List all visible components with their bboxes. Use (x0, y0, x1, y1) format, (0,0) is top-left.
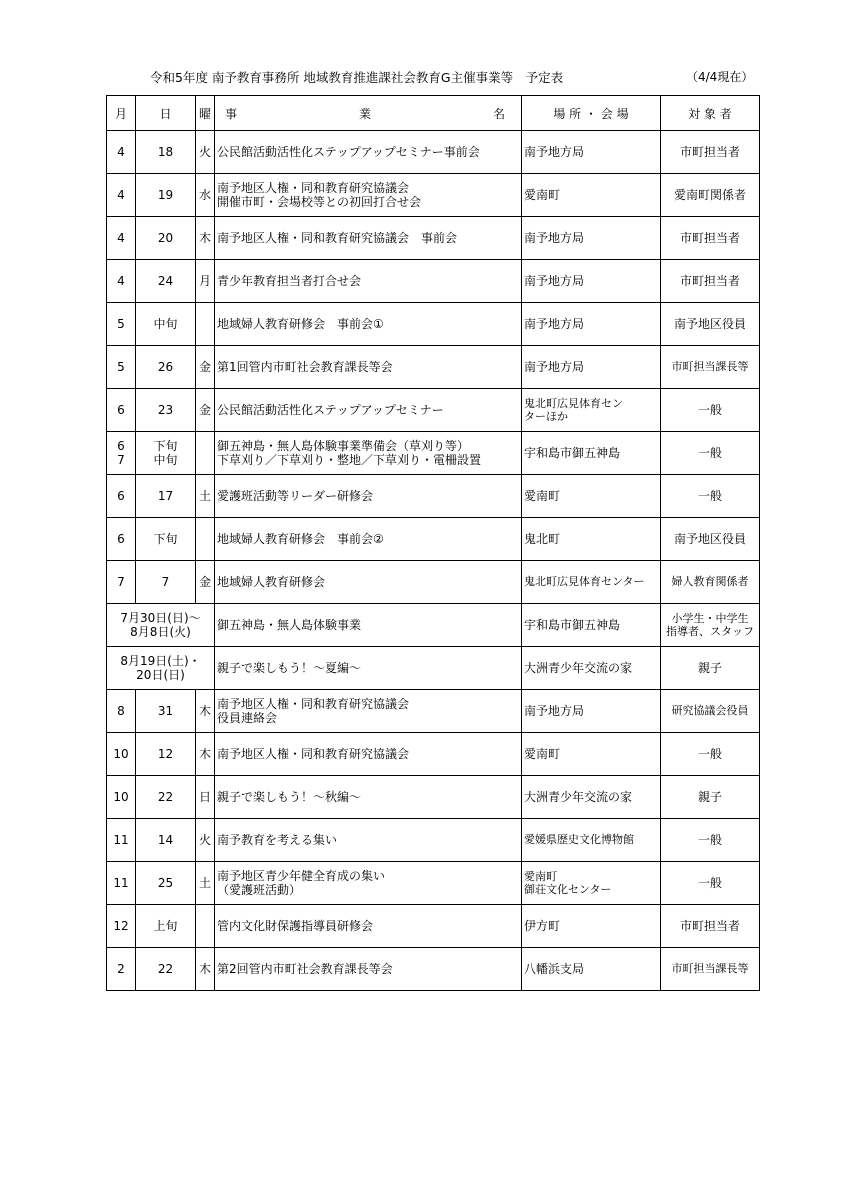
cell-day: 18 (136, 131, 196, 174)
cell-event: 第2回管内市町社会教育課長等会 (215, 948, 522, 991)
cell-event: 親子で楽しもう！～夏編～ (215, 647, 522, 690)
cell-event: 地域婦人教育研修会 事前会② (215, 518, 522, 561)
cell-place: 鬼北町広見体育セン ターほか (522, 389, 661, 432)
cell-month: 11 (107, 862, 136, 905)
cell-month: 6 (107, 389, 136, 432)
cell-weekday: 木 (196, 217, 215, 260)
cell-month: 8 (107, 690, 136, 733)
cell-month: 5 (107, 346, 136, 389)
cell-day: 17 (136, 475, 196, 518)
cell-weekday: 土 (196, 862, 215, 905)
cell-target: 一般 (661, 733, 760, 776)
cell-target: 一般 (661, 432, 760, 475)
cell-day: 19 (136, 174, 196, 217)
cell-weekday (196, 905, 215, 948)
cell-target: 市町担当者 (661, 260, 760, 303)
cell-month: 4 (107, 174, 136, 217)
cell-event: 青少年教育担当者打合せ会 (215, 260, 522, 303)
cell-target: 一般 (661, 389, 760, 432)
cell-weekday (196, 303, 215, 346)
cell-day: 下旬 (136, 518, 196, 561)
cell-place: 大洲青少年交流の家 (522, 647, 661, 690)
cell-month: 12 (107, 905, 136, 948)
cell-weekday: 金 (196, 561, 215, 604)
cell-day: 23 (136, 389, 196, 432)
cell-weekday: 月 (196, 260, 215, 303)
cell-weekday: 水 (196, 174, 215, 217)
cell-weekday: 木 (196, 733, 215, 776)
cell-date-range: 8月19日(土)・ 20日(日) (107, 647, 215, 690)
header-event (215, 96, 522, 131)
cell-place: 南予地方局 (522, 690, 661, 733)
cell-target: 研究協議会役員 (661, 690, 760, 733)
as-of-date: （4/4現在） (686, 70, 754, 84)
cell-day: 22 (136, 948, 196, 991)
cell-date-range: 7月30日(日)～ 8月8日(火) (107, 604, 215, 647)
cell-place: 愛媛県歴史文化博物館 (522, 819, 661, 862)
header-weekday: 曜 (196, 96, 215, 131)
cell-event: 南予地区人権・同和教育研究協議会 (215, 733, 522, 776)
header-month: 月 (107, 96, 136, 131)
cell-place: 鬼北町 (522, 518, 661, 561)
cell-weekday: 土 (196, 475, 215, 518)
cell-day: 上旬 (136, 905, 196, 948)
cell-day: 14 (136, 819, 196, 862)
table-row (107, 217, 760, 260)
cell-day: 25 (136, 862, 196, 905)
table-row (107, 905, 760, 948)
cell-weekday: 木 (196, 690, 215, 733)
cell-event: 公民館活動活性化ステップアップセミナー事前会 (215, 131, 522, 174)
cell-event: 御五神島・無人島体験事業準備会（草刈り等） 下草刈り／下草刈り・整地／下草刈り・電柵設置 (215, 432, 522, 475)
header-target: 対 象 者 (661, 96, 760, 131)
cell-target: 一般 (661, 475, 760, 518)
cell-event: 公民館活動活性化ステップアップセミナー (215, 389, 522, 432)
table-row (107, 604, 760, 647)
cell-weekday: 火 (196, 131, 215, 174)
cell-event: 地域婦人教育研修会 (215, 561, 522, 604)
cell-target: 市町担当者 (661, 131, 760, 174)
cell-day: 7 (136, 561, 196, 604)
table-row (107, 819, 760, 862)
cell-weekday (196, 518, 215, 561)
cell-day: 中旬 (136, 303, 196, 346)
cell-place: 愛南町 (522, 475, 661, 518)
table-row (107, 303, 760, 346)
table-row (107, 475, 760, 518)
cell-event: 地域婦人教育研修会 事前会① (215, 303, 522, 346)
header-place: 場 所 ・ 会 場 (522, 96, 661, 131)
cell-place: 宇和島市御五神島 (522, 604, 661, 647)
cell-target: 親子 (661, 647, 760, 690)
cell-month: 4 (107, 260, 136, 303)
cell-target: 一般 (661, 862, 760, 905)
document-title: 令和5年度 南予教育事務所 地域教育推進課社会教育G主催事業等 予定表 (150, 70, 564, 85)
table-row (107, 647, 760, 690)
cell-month: 4 (107, 217, 136, 260)
cell-month: 4 (107, 131, 136, 174)
cell-place: 愛南町 御荘文化センター (522, 862, 661, 905)
table-row (107, 389, 760, 432)
cell-target: 南予地区役員 (661, 303, 760, 346)
cell-day: 12 (136, 733, 196, 776)
cell-event: 愛護班活動等リーダー研修会 (215, 475, 522, 518)
header-row (107, 96, 760, 131)
cell-weekday: 木 (196, 948, 215, 991)
cell-target: 市町担当課長等 (661, 346, 760, 389)
table-row (107, 346, 760, 389)
cell-month: 10 (107, 776, 136, 819)
cell-place: 鬼北町広見体育センター (522, 561, 661, 604)
schedule-table (106, 95, 760, 991)
table-row (107, 174, 760, 217)
cell-month: 6 7 (107, 432, 136, 475)
cell-place: 南予地方局 (522, 346, 661, 389)
cell-weekday: 日 (196, 776, 215, 819)
cell-place: 八幡浜支局 (522, 948, 661, 991)
cell-target: 親子 (661, 776, 760, 819)
cell-event: 御五神島・無人島体験事業 (215, 604, 522, 647)
cell-target: 市町担当者 (661, 217, 760, 260)
cell-place: 伊方町 (522, 905, 661, 948)
cell-event: 管内文化財保護指導員研修会 (215, 905, 522, 948)
cell-event: 第1回管内市町社会教育課長等会 (215, 346, 522, 389)
header-event-char-2: 業 (358, 106, 371, 121)
cell-month: 6 (107, 475, 136, 518)
cell-month: 10 (107, 733, 136, 776)
cell-month: 6 (107, 518, 136, 561)
cell-day: 31 (136, 690, 196, 733)
cell-place: 南予地方局 (522, 217, 661, 260)
cell-day: 22 (136, 776, 196, 819)
table-row (107, 432, 760, 475)
cell-place: 愛南町 (522, 174, 661, 217)
table-row (107, 518, 760, 561)
cell-month: 11 (107, 819, 136, 862)
cell-place: 宇和島市御五神島 (522, 432, 661, 475)
cell-weekday: 金 (196, 346, 215, 389)
cell-place: 南予地方局 (522, 260, 661, 303)
cell-day: 下旬 中旬 (136, 432, 196, 475)
table-row (107, 131, 760, 174)
cell-month: 7 (107, 561, 136, 604)
cell-place: 南予地方局 (522, 303, 661, 346)
header-event-char-3: 名 (492, 106, 505, 121)
cell-target: 一般 (661, 819, 760, 862)
cell-day: 26 (136, 346, 196, 389)
cell-target: 小学生・中学生 指導者、スタッフ (661, 604, 760, 647)
table-row (107, 948, 760, 991)
cell-weekday (196, 432, 215, 475)
cell-place: 大洲青少年交流の家 (522, 776, 661, 819)
cell-weekday: 金 (196, 389, 215, 432)
header-event-char-1: 事 (225, 106, 238, 121)
table-row (107, 862, 760, 905)
cell-target: 婦人教育関係者 (661, 561, 760, 604)
cell-event: 南予地区人権・同和教育研究協議会 開催市町・会場校等との初回打合せ会 (215, 174, 522, 217)
cell-month: 5 (107, 303, 136, 346)
table-row (107, 776, 760, 819)
cell-place: 愛南町 (522, 733, 661, 776)
cell-day: 20 (136, 217, 196, 260)
table-row (107, 733, 760, 776)
table-row (107, 561, 760, 604)
cell-target: 市町担当課長等 (661, 948, 760, 991)
cell-event: 南予地区人権・同和教育研究協議会 役員連絡会 (215, 690, 522, 733)
cell-target: 愛南町関係者 (661, 174, 760, 217)
cell-event: 親子で楽しもう！～秋編～ (215, 776, 522, 819)
cell-event: 南予地区人権・同和教育研究協議会 事前会 (215, 217, 522, 260)
header-day: 日 (136, 96, 196, 131)
cell-day: 24 (136, 260, 196, 303)
cell-event: 南予地区青少年健全育成の集い （愛護班活動） (215, 862, 522, 905)
table-row (107, 690, 760, 733)
table-row (107, 260, 760, 303)
schedule-rows (107, 131, 760, 991)
cell-event: 南予教育を考える集い (215, 819, 522, 862)
cell-place: 南予地方局 (522, 131, 661, 174)
cell-month: 2 (107, 948, 136, 991)
cell-target: 市町担当者 (661, 905, 760, 948)
cell-target: 南予地区役員 (661, 518, 760, 561)
cell-weekday: 火 (196, 819, 215, 862)
